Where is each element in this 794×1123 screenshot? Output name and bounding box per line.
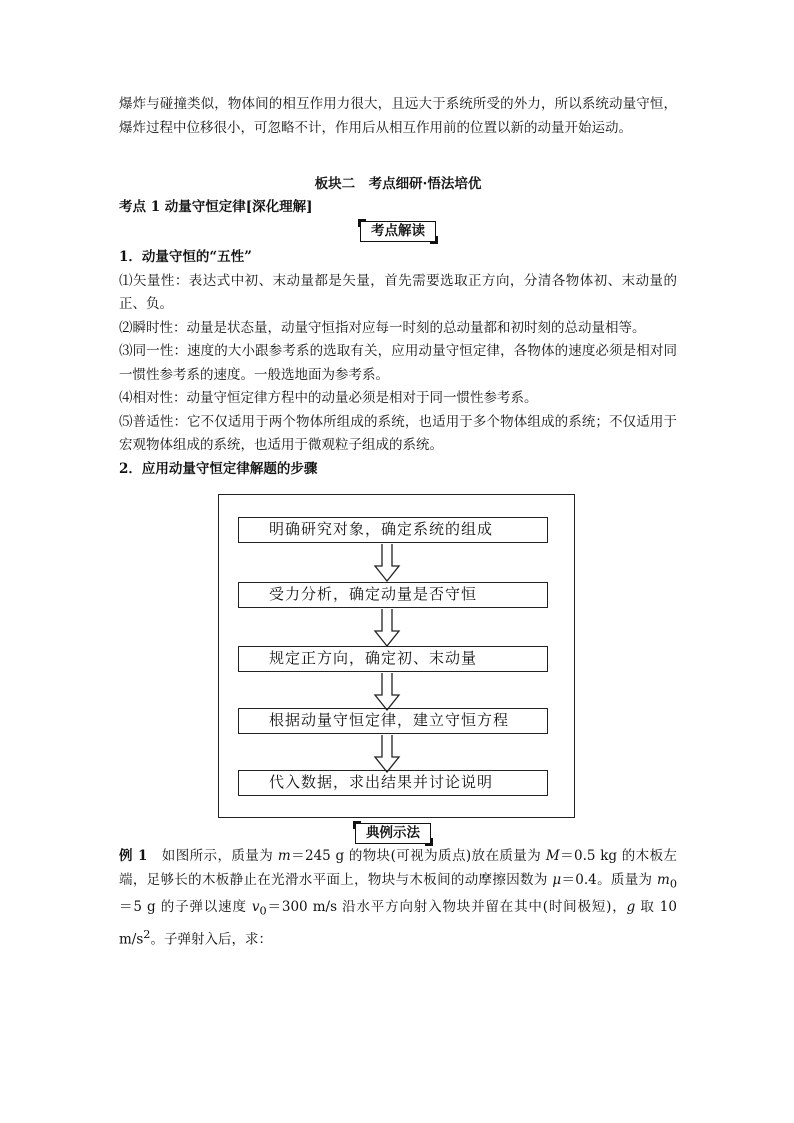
example-text-part: ＝0.4。质量为 — [561, 871, 658, 888]
flow-step: 明确研究对象，确定系统的组成 — [238, 517, 548, 543]
flow-step: 根据动量守恒定律，建立守恒方程 — [238, 708, 548, 734]
var-M: M — [545, 848, 560, 864]
flow-step: 规定正方向，确定初、末动量 — [238, 646, 548, 672]
section-title: 板块二 考点细研·悟法培优 — [314, 176, 482, 192]
heading-steps: 2．应用动量守恒定律解题的步骤 — [119, 460, 318, 477]
down-arrow-icon — [373, 544, 401, 582]
example-text-part: ＝300 m/s 沿水平方向射入物块并留在其中(时间极短)， — [266, 898, 627, 915]
subscript: 0 — [669, 877, 677, 891]
analysis-label: 考点解读 — [360, 221, 436, 242]
down-arrow-icon — [373, 735, 401, 773]
example-text-part: ＝5 g 的子弹以速度 — [119, 898, 252, 915]
example-problem — [119, 845, 677, 952]
property-item: ⑵瞬时性：动量是状态量，动量守恒指对应每一时刻的总动量都和初时刻的总动量相等。 — [119, 319, 646, 336]
example-text-part: ＝245 g 的物块(可视为质点)放在质量为 — [290, 848, 546, 864]
heading-five-properties: 1．动量守恒的“五性” — [119, 249, 252, 265]
example-text — [119, 845, 677, 952]
example-label-wrap — [355, 822, 431, 844]
var-g: g — [626, 898, 636, 915]
document-body — [119, 93, 677, 481]
example-label: 典例示法 — [355, 823, 431, 844]
down-arrow-icon — [373, 609, 401, 647]
down-arrow-icon — [373, 673, 401, 711]
var-v0: v — [251, 898, 260, 915]
flowchart — [218, 494, 575, 818]
example-text-part: 。子弹射入后，求： — [150, 931, 272, 948]
example-number: 例 1 — [119, 848, 148, 864]
example-text-part: 取 10 m/s — [119, 898, 677, 948]
property-item: ⑴矢量性：表达式中初、末动量都是矢量，首先需要选取正方向，分清各物体初、末动量的正、负。 — [119, 272, 677, 312]
var-mu: μ — [552, 871, 562, 888]
flow-step: 代入数据，求出结果并讨论说明 — [238, 770, 548, 796]
topic-title: 考点 1 动量守恒定律[深化理解] — [119, 199, 313, 215]
var-m: m — [277, 848, 291, 864]
subscript: 0 — [259, 904, 267, 918]
analysis-label-wrap — [119, 220, 677, 242]
var-m0: m — [657, 871, 670, 888]
property-item: ⑸普适性：它不仅适用于两个物体所组成的系统，也适用于多个物体组成的系统；不仅适用于宏观物体组成的系统，也适用于微观粒子组成的系统。 — [119, 413, 677, 453]
property-item: ⑷相对性：动量守恒定律方程中的动量必须是相对于同一惯性参考系。 — [119, 390, 538, 406]
example-text-part: ＝0.5 kg 的木板左端，足够长的木板静止在光滑水平面上，物块与木板间的动摩擦因数为 — [119, 848, 677, 888]
flow-step: 受力分析，确定动量是否守恒 — [238, 582, 548, 608]
property-item: ⑶同一性：速度的大小跟参考系的选取有关，应用动量守恒定律，各物体的速度必须是相对同一惯性参考系的速度。一般选地面为参考系。 — [119, 343, 677, 383]
superscript: 2 — [143, 927, 151, 941]
intro-paragraph: 爆炸与碰撞类似，物体间的相互作用力很大，且远大于系统所受的外力，所以系统动量守恒，爆炸过程中位移很小，可忽略不计，作用后从相互作用前的位置以新的动量开始运动。 — [119, 96, 677, 136]
example-text-part: 如图所示，质量为 — [147, 848, 278, 864]
